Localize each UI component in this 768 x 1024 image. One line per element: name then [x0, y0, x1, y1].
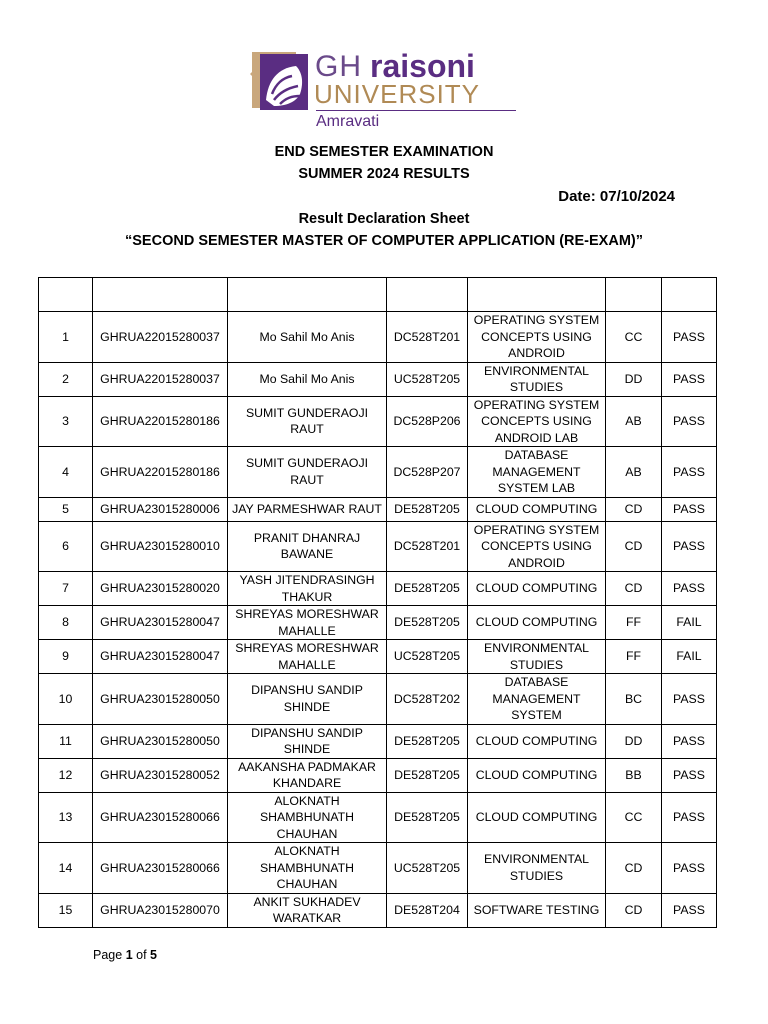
result-cell: PASS	[662, 521, 717, 572]
header-cell	[468, 278, 606, 312]
serial-cell: 1	[39, 312, 93, 363]
result-cell: PASS	[662, 843, 717, 894]
course-code-cell: DE528T205	[387, 497, 468, 521]
registration-cell: GHRUA23015280070	[93, 893, 228, 927]
tiger-emblem-icon	[250, 50, 310, 112]
page-word: Page	[93, 948, 123, 962]
grade-cell: FF	[606, 640, 662, 674]
header-cell	[93, 278, 228, 312]
student-name-cell: SHREYAS MORESHWAR MAHALLE	[228, 606, 387, 640]
exam-title: END SEMESTER EXAMINATION	[274, 144, 494, 160]
student-name-cell: SUMIT GUNDERAOJI RAUT	[228, 447, 387, 498]
header-cell	[606, 278, 662, 312]
logo-university-text: UNIVERSITY	[314, 79, 481, 109]
subject-cell: ENVIRONMENTAL STUDIES	[468, 640, 606, 674]
student-name-cell: Mo Sahil Mo Anis	[228, 312, 387, 363]
serial-cell: 2	[39, 362, 93, 396]
logo-raisoni-text: raisoni	[370, 48, 475, 84]
result-cell: FAIL	[662, 606, 717, 640]
table-row	[39, 396, 717, 447]
serial-cell: 8	[39, 606, 93, 640]
table-row	[39, 674, 717, 725]
course-code-cell: DC528T201	[387, 521, 468, 572]
logo-city-text: Amravati	[316, 113, 380, 130]
grade-cell: CD	[606, 572, 662, 606]
result-cell: PASS	[662, 447, 717, 498]
subject-cell: CLOUD COMPUTING	[468, 606, 606, 640]
registration-cell: GHRUA23015280020	[93, 572, 228, 606]
serial-cell: 15	[39, 893, 93, 927]
grade-cell: CC	[606, 312, 662, 363]
serial-cell: 7	[39, 572, 93, 606]
course-code-cell: DE528T204	[387, 893, 468, 927]
course-code-cell: DC528T202	[387, 674, 468, 725]
course-code-cell: DE528T205	[387, 572, 468, 606]
result-cell: PASS	[662, 312, 717, 363]
serial-cell: 6	[39, 521, 93, 572]
registration-cell: GHRUA22015280186	[93, 447, 228, 498]
subject-cell: DATABASE MANAGEMENT SYSTEM LAB	[468, 447, 606, 498]
grade-cell: CD	[606, 843, 662, 894]
grade-cell: DD	[606, 362, 662, 396]
course-code-cell: DE528T205	[387, 724, 468, 758]
grade-cell: BC	[606, 674, 662, 725]
serial-cell: 12	[39, 758, 93, 792]
serial-cell: 11	[39, 724, 93, 758]
serial-cell: 10	[39, 674, 93, 725]
university-logo	[250, 50, 520, 134]
logo-gh-text: GH	[315, 50, 362, 83]
subject-cell: CLOUD COMPUTING	[468, 572, 606, 606]
page-total: 5	[150, 948, 157, 962]
grade-cell: CD	[606, 521, 662, 572]
registration-cell: GHRUA23015280050	[93, 674, 228, 725]
grade-cell: FF	[606, 606, 662, 640]
subject-cell: CLOUD COMPUTING	[468, 497, 606, 521]
serial-cell: 14	[39, 843, 93, 894]
grade-cell: CD	[606, 497, 662, 521]
registration-cell: GHRUA23015280050	[93, 724, 228, 758]
result-cell: PASS	[662, 758, 717, 792]
table-row	[39, 640, 717, 674]
serial-cell: 5	[39, 497, 93, 521]
table-row	[39, 758, 717, 792]
registration-cell: GHRUA23015280010	[93, 521, 228, 572]
student-name-cell: DIPANSHU SANDIP SHINDE	[228, 674, 387, 725]
registration-cell: GHRUA23015280052	[93, 758, 228, 792]
serial-cell: 9	[39, 640, 93, 674]
course-code-cell: DE528T205	[387, 758, 468, 792]
result-cell: PASS	[662, 396, 717, 447]
subject-cell: CLOUD COMPUTING	[468, 758, 606, 792]
subject-cell: OPERATING SYSTEM CONCEPTS USING ANDROID	[468, 312, 606, 363]
subject-cell: CLOUD COMPUTING	[468, 792, 606, 843]
result-cell: PASS	[662, 724, 717, 758]
result-cell: FAIL	[662, 640, 717, 674]
subject-cell: OPERATING SYSTEM CONCEPTS USING ANDROID	[468, 521, 606, 572]
program-title: “SECOND SEMESTER MASTER OF COMPUTER APPLICATION (RE-EXAM)”	[125, 233, 643, 249]
grade-cell: AB	[606, 447, 662, 498]
results-title: SUMMER 2024 RESULTS	[298, 166, 470, 182]
registration-cell: GHRUA23015280047	[93, 606, 228, 640]
result-cell: PASS	[662, 893, 717, 927]
table-row	[39, 724, 717, 758]
declaration-date: Date: 07/10/2024	[558, 188, 675, 205]
subject-cell: ENVIRONMENTAL STUDIES	[468, 843, 606, 894]
registration-cell: GHRUA22015280037	[93, 362, 228, 396]
table-row	[39, 521, 717, 572]
grade-cell: BB	[606, 758, 662, 792]
grade-cell: CC	[606, 792, 662, 843]
student-name-cell: JAY PARMESHWAR RAUT	[228, 497, 387, 521]
result-cell: PASS	[662, 497, 717, 521]
course-code-cell: UC528T205	[387, 843, 468, 894]
subject-cell: ENVIRONMENTAL STUDIES	[468, 362, 606, 396]
registration-cell: GHRUA23015280006	[93, 497, 228, 521]
header-cell	[39, 278, 93, 312]
of-word: of	[136, 948, 147, 962]
result-cell: PASS	[662, 792, 717, 843]
table-row	[39, 792, 717, 843]
student-name-cell: Mo Sahil Mo Anis	[228, 362, 387, 396]
subject-cell: OPERATING SYSTEM CONCEPTS USING ANDROID LAB	[468, 396, 606, 447]
subject-cell: SOFTWARE TESTING	[468, 893, 606, 927]
table-row	[39, 843, 717, 894]
student-name-cell: SUMIT GUNDERAOJI RAUT	[228, 396, 387, 447]
page-footer	[93, 948, 157, 962]
student-name-cell: YASH JITENDRASINGH THAKUR	[228, 572, 387, 606]
result-cell: PASS	[662, 362, 717, 396]
grade-cell: AB	[606, 396, 662, 447]
table-header-row	[39, 278, 717, 312]
student-name-cell: SHREYAS MORESHWAR MAHALLE	[228, 640, 387, 674]
serial-cell: 4	[39, 447, 93, 498]
student-name-cell: ANKIT SUKHADEV WARATKAR	[228, 893, 387, 927]
page-number: 1	[125, 948, 133, 962]
subject-cell: DATABASE MANAGEMENT SYSTEM	[468, 674, 606, 725]
student-name-cell: AAKANSHA PADMAKAR KHANDARE	[228, 758, 387, 792]
student-name-cell: DIPANSHU SANDIP SHINDE	[228, 724, 387, 758]
registration-cell: GHRUA23015280047	[93, 640, 228, 674]
registration-cell: GHRUA23015280066	[93, 792, 228, 843]
course-code-cell: UC528T205	[387, 362, 468, 396]
course-code-cell: DE528T205	[387, 792, 468, 843]
student-name-cell: ALOKNATH SHAMBHUNATH CHAUHAN	[228, 792, 387, 843]
course-code-cell: DC528P207	[387, 447, 468, 498]
registration-cell: GHRUA22015280186	[93, 396, 228, 447]
serial-cell: 13	[39, 792, 93, 843]
header-cell	[387, 278, 468, 312]
table-row	[39, 497, 717, 521]
result-cell: PASS	[662, 674, 717, 725]
registration-cell: GHRUA23015280066	[93, 843, 228, 894]
table-row	[39, 362, 717, 396]
student-name-cell: PRANIT DHANRAJ BAWANE	[228, 521, 387, 572]
table-row	[39, 606, 717, 640]
table-row	[39, 572, 717, 606]
result-cell: PASS	[662, 572, 717, 606]
subject-cell: CLOUD COMPUTING	[468, 724, 606, 758]
header-cell	[228, 278, 387, 312]
grade-cell: CD	[606, 893, 662, 927]
table-row	[39, 893, 717, 927]
course-code-cell: DE528T205	[387, 606, 468, 640]
header-cell	[662, 278, 717, 312]
grade-cell: DD	[606, 724, 662, 758]
course-code-cell: DC528P206	[387, 396, 468, 447]
logo-divider	[316, 110, 516, 111]
sheet-title: Result Declaration Sheet	[298, 211, 470, 227]
course-code-cell: UC528T205	[387, 640, 468, 674]
table-row	[39, 447, 717, 498]
registration-cell: GHRUA22015280037	[93, 312, 228, 363]
course-code-cell: DC528T201	[387, 312, 468, 363]
serial-cell: 3	[39, 396, 93, 447]
table-row	[39, 312, 717, 363]
results-table	[38, 277, 717, 928]
student-name-cell: ALOKNATH SHAMBHUNATH CHAUHAN	[228, 843, 387, 894]
